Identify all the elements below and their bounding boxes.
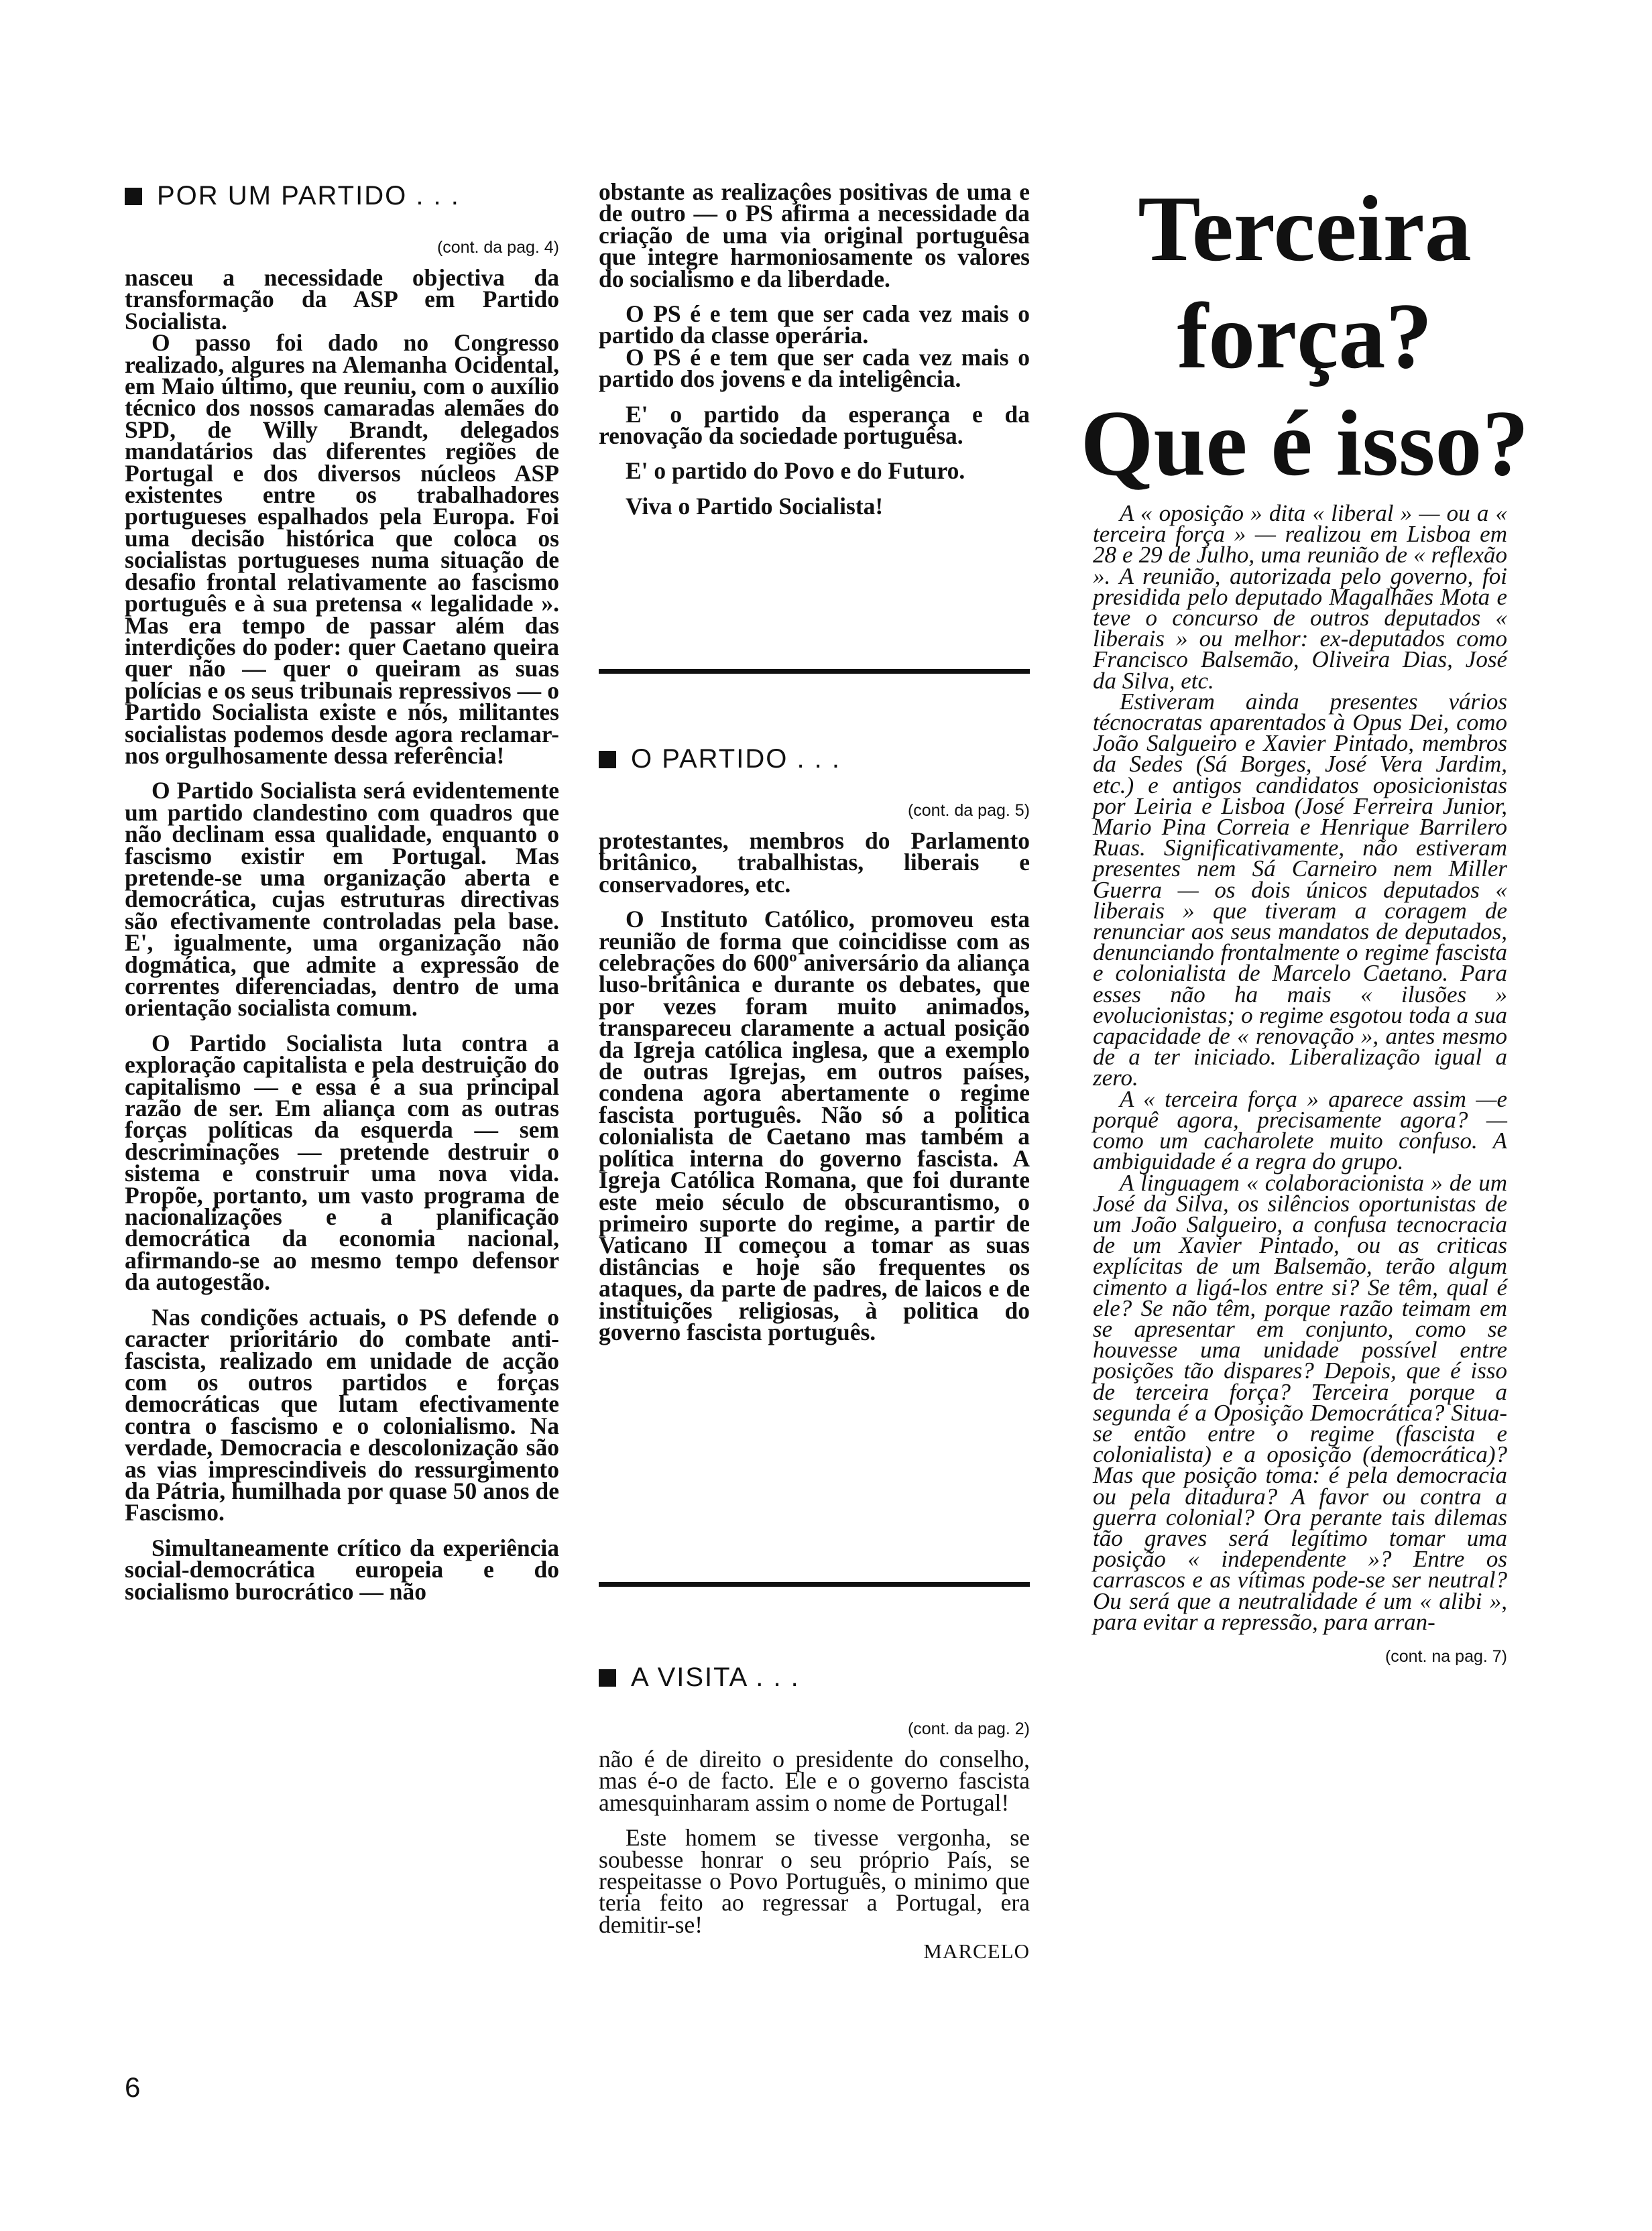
article-body [125, 264, 559, 1605]
article-body-continued [599, 178, 1030, 520]
paragraph: E' o partido da esperança e da renovação da sociedade portuguêsa. [599, 400, 1030, 450]
article-body [599, 1746, 1030, 1938]
paragraph: não é de direito o presidente do conselho, mas é-o de facto. Ele e o governo fascista amesquinharam assim o nome de Portugal! [599, 1746, 1030, 1816]
column-1 [125, 181, 559, 1605]
section-heading-por-um-partido [125, 181, 559, 211]
paragraph: Nas condições actuais, o PS defende o caracter prioritário do combate anti-fascista, realizado em unidade de acção com os outros partidos e forças democráticas que lutam efectivamente contra o fascismo e o colonialismo. Na verdade, Democracia e descolonização são as vias imprescindiveis do ressurgimento da Pátria, humilhada por quase 50 anos de Fascismo. [125, 1303, 559, 1526]
paragraph: E' o partido do Povo e do Futuro. [626, 457, 965, 485]
section-heading-o-partido [599, 744, 1030, 774]
column-2-section-2 [599, 744, 1030, 1343]
paragraph: Viva o Partido Socialista! [626, 492, 884, 520]
paragraph: nasceu a necessidade objectiva da transformação da ASP em Partido Socialista. [125, 264, 559, 335]
column-2-section-3 [599, 1663, 1030, 1964]
paragraph: protestantes, membros do Parlamento britânico, trabalhistas, liberais e conservadores, etc. [599, 827, 1030, 898]
paragraph: obstante as realizaçôes positivas de uma e de outro — o PS afirma a necessidade da criação de uma via original portuguêsa que integre harmoniosamente os valores do socialismo e da liberdade. [599, 178, 1030, 292]
bullet-square-icon [125, 188, 142, 205]
paragraph: O Instituto Católico, promoveu esta reunião de forma que coincidisse com as celebrações do 600º aniversário da aliança luso-britânica e durante os debates, que por vezes foram muito animados, transpareceu claramente a actual posição da Igreja católica inglesa, que a exemplo de outras Igrejas, em outros países, condena agora abertamente o regime fascista português. Não só a politica colonialista de Caetano mas também a política interna do governo fascista. A Igreja Católica Romana, que foi durante este meio século de obscurantismo, o primeiro suporte do regime, a partir de Vaticano II começou a tomar as suas distâncias e hoje são frequentes os ataques, da parte de padres, de laicos e de instituições religiosas, à politica do governo fascista português. [599, 906, 1030, 1345]
bullet-square-icon [599, 1669, 616, 1687]
title-line: Terceira [1138, 177, 1472, 281]
title-line: Que é isso? [1080, 391, 1529, 495]
section-divider [599, 1582, 1030, 1587]
continuation-note: (cont. na pag. 7) [1384, 1646, 1507, 1666]
paragraph: Este homem se tivesse vergonha, se soubesse honrar o seu próprio País, se respeitasse o Povo Português, o minimo que teria feito ao regressar a Portugal, era demitir-se! [599, 1824, 1030, 1938]
title-line: força? [1177, 284, 1433, 388]
paragraph: A « oposição » dita « liberal » — ou a « terceira força » — realizou em Lisboa em 28 e 29 de Julho, uma reunião de « reflexão ». A reunião, autorizada pelo governo, foi presidida pelo deputado Magalhães Mota e teve o concurso de outros deputados « liberais » ou melhor: ex-deputados como Francisco Balsemão, Oliveira Dias, José da Silva, etc. [1093, 500, 1507, 694]
section-heading-text: A VISITA . . . [631, 1663, 800, 1692]
article-title [1073, 176, 1536, 497]
column-2 [599, 178, 1030, 520]
paragraph: O passo foi dado no Congresso realizado, algures na Alemanha Ocidental, em Maio último, que reuniu, com o auxílio técnico dos nossos camaradas alemães do SPD, de Willy Brandt, delegados mandatários das diferentes regiões de Portugal e dos diversos núcleos ASP existentes entre os trabalhadores portugueses espalhados pela Europa. Foi uma decisão histórica que coloca os socialistas portugueses numa situação de desafio frontal relativamente ao fascismo português e à sua pretensa « legalidade ». Mas era tempo de passar além das interdições do poder: quer Caetano queira quer não — quer o queiram as suas polícias e os seus tribunais repressivos — o Partido Socialista existe e nós, militantes socialistas podemos desde agora reclamar-nos orgulhosamente dessa referência! [125, 329, 559, 769]
continuation-note: (cont. da pag. 2) [907, 1720, 1030, 1738]
column-3 [1073, 176, 1536, 497]
section-heading-a-visita [599, 1663, 1030, 1693]
paragraph: A « terceira força » aparece assim —e porquê agora, precisamente agora? — como um cacharolete muito confuso. A ambiguidade é a regra do grupo. [1093, 1085, 1507, 1175]
article-body [599, 827, 1030, 1345]
paragraph: Simultaneamente crítico da experiência social-democrática europeia e do socialismo burocrático — não [125, 1534, 559, 1605]
column-3-body [1093, 500, 1507, 1676]
continuation-note: (cont. da pag. 5) [907, 801, 1030, 820]
continuation-note: (cont. da pag. 4) [436, 238, 559, 257]
paragraph: O PS é e tem que ser cada vez mais o partido da classe operária. [599, 300, 1030, 349]
section-heading-text: O PARTIDO . . . [631, 744, 841, 774]
paragraph: O Partido Socialista luta contra a exploração capitalista e pela destruição do capitalismo — e essa é a sua principal razão de ser. Em aliança com as outras forças políticas da esquerda — sem descriminações — pretende destruir o sistema e construir uma nova vida. Propõe, portanto, um vasto programa de nacionalizações e a planificação democrática da economia nacional, afirmando-se ao mesmo tempo defensor da autogestão. [125, 1029, 559, 1296]
paragraph: A linguagem « colaboracionista » de um José da Silva, os silêncios oportunistas de um João Salgueiro, a confusa tecnocracia de um Xavier Pintado, ou as criticas explícitas de um Balsemão, terão algum cimento a ligá-los entre si? Se têm, qual é ele? Se não têm, porque razão teimam em se apresentar em conjunto, como se houvesse uma unidade possível entre posições tão dispares? Depois, que é isso de terceira força? Terceira porque a segunda é a Oposição Democrática? Situa-se então entre o regime (fascista e colonialista) e a oposição (democrática)? Mas que posição toma: é pela democracia ou pela ditadura? A favor ou contra a guerra colonial? Ora perante tais dilemas tão graves será legítimo tomar uma posição « independente »? Entre os carrascos e as vítimas pode-se ser neutral? Ou será que a neutralidade é um « alibi », para evitar a repressão, para arran- [1093, 1169, 1507, 1635]
page-number: 6 [125, 2071, 141, 2103]
paragraph: O Partido Socialista será evidentemente um partido clandestino com quadros que não declinam essa qualidade, enquanto o fascismo existir em Portugal. Mas pretende-se uma organização aberta e democrática, cujas estruturas directivas são efectivamente controladas pela base. E', igualmente, uma organização não dogmática, que admite a expressão de correntes diferenciadas, dentro de uma orientação socialista comum. [125, 777, 559, 1022]
paragraph: O PS é e tem que ser cada vez mais o partido dos jovens e da inteligência. [599, 343, 1030, 393]
paragraph: Estiveram ainda presentes vários técnocratas aparentados à Opus Dei, como João Salgueiro e Xavier Pintado, membros da Sedes (Sá Borges, José Vera Jardim, etc.) e antigos candidatos oposicionistas por Leiria e Lisboa (José Ferreira Junior, Mario Pina Correia e Henrique Barrilero Ruas. Significativamente, não estiveram presentes nem Sá Carneiro nem Miller Guerra — os dois únicos deputados « liberais » que tiveram a coragem de renunciar aos seus mandatos de deputados, denunciando frontalmente o regime fascista e colonialista de Marcelo Caetano. Para esses não ha mais « ilusões » evolucionistas; o regime esgotou toda a sua capacidade de « renovação », antes mesmo de a ter iniciado. Liberalização igual a zero. [1093, 688, 1507, 1091]
section-divider [599, 669, 1030, 674]
bullet-square-icon [599, 751, 616, 768]
signature: MARCELO [923, 1939, 1030, 1964]
section-heading-text: POR UM PARTIDO . . . [157, 181, 460, 210]
